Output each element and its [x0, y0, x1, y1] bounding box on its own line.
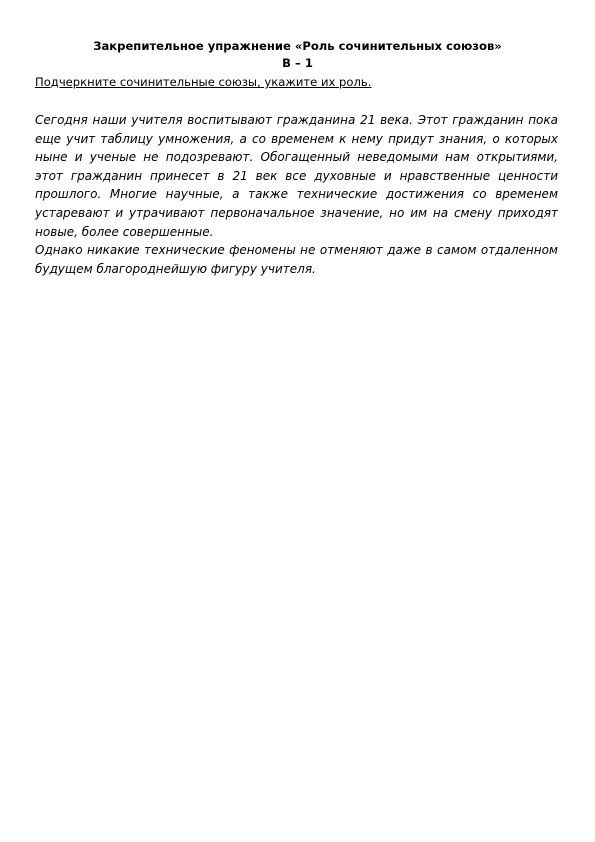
task-instruction: Подчеркните сочинительные союзы, укажите их роль.: [35, 75, 372, 89]
variant-label: В – 1: [282, 56, 313, 70]
paragraph: Сегодня наши учителя воспитывают гражданина 21 века. Этот гражданин пока еще учит таблицу умножения, а со временем к нему придут знания, о которых ныне и ученые не подозревают. Обогащенный неведомыми нам открытиями, этот гражданин принесет в 21 век все духовные и нравственные ценности прошлого. Многие научные, а также технические достижения со временем устаревают и утрачивают первоначальное значение, но им на смену приходят новые, более совершенные.: [35, 113, 558, 239]
document-title: Закрепительное упражнение «Роль сочинительных союзов»: [93, 39, 502, 53]
paragraph: Однако никакие технические феномены не отменяют даже в самом отдаленном будущем благороднейшую фигуру учителя.: [35, 243, 558, 276]
exercise-text: [35, 111, 558, 278]
